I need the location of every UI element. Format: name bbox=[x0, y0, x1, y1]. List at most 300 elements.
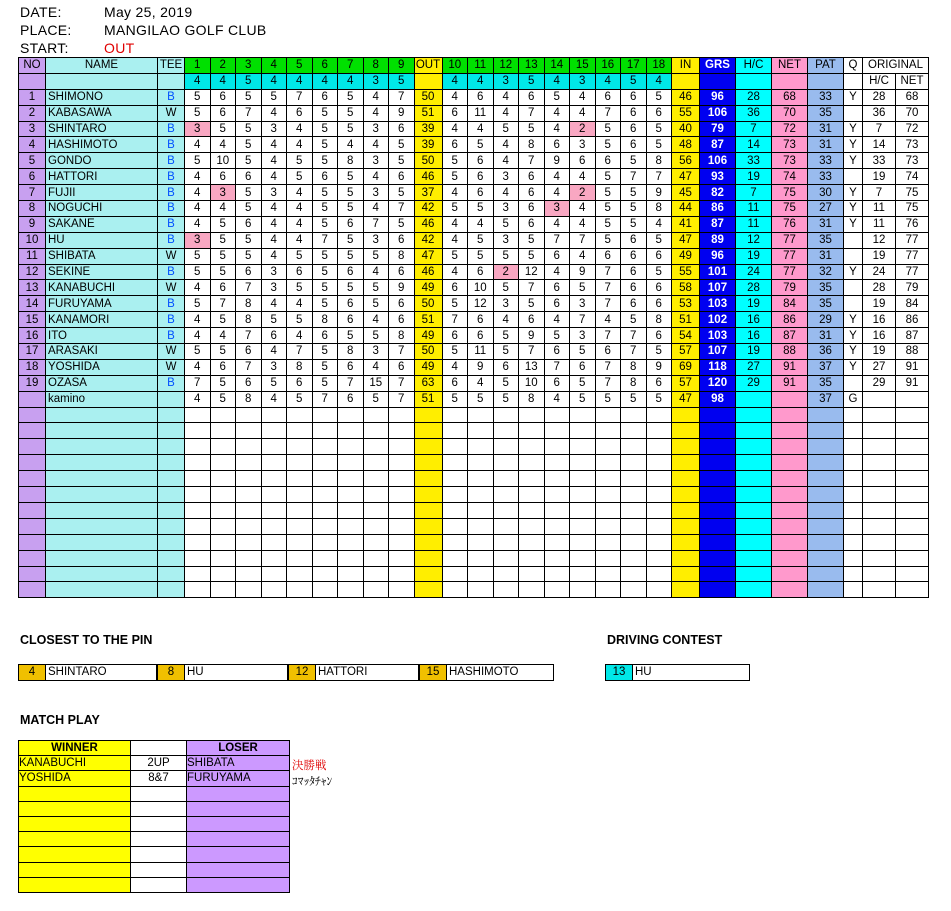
empty-cell bbox=[46, 439, 158, 455]
empty-cell bbox=[185, 471, 211, 487]
empty-cell bbox=[46, 550, 158, 566]
empty-cell bbox=[442, 518, 468, 534]
empty-cell bbox=[863, 423, 896, 439]
in-total: 55 bbox=[672, 264, 700, 280]
col-pat: PAT bbox=[808, 58, 844, 74]
hole-score: 5 bbox=[544, 328, 570, 344]
empty-cell bbox=[736, 582, 772, 598]
hole-score: 5 bbox=[261, 89, 287, 105]
hole-score: 5 bbox=[236, 89, 262, 105]
match-loser: FURUYAMA bbox=[187, 771, 290, 786]
handicap: 16 bbox=[736, 312, 772, 328]
empty-row bbox=[19, 423, 929, 439]
empty-cell bbox=[19, 566, 46, 582]
hole-score: 4 bbox=[185, 328, 211, 344]
empty-cell bbox=[414, 455, 442, 471]
original-hc: 19 bbox=[863, 248, 896, 264]
hole-score: 9 bbox=[389, 280, 415, 296]
empty-cell bbox=[570, 455, 596, 471]
hole-score: 12 bbox=[519, 264, 545, 280]
qualify-flag: Y bbox=[844, 121, 863, 137]
empty-cell bbox=[772, 455, 808, 471]
ctp-hole: 12 bbox=[289, 665, 316, 680]
empty-cell bbox=[185, 439, 211, 455]
dc-winner: HU bbox=[635, 666, 652, 678]
match-empty-cell bbox=[19, 877, 131, 892]
original-net: 77 bbox=[896, 264, 929, 280]
hole-score: 5 bbox=[210, 264, 236, 280]
hole-score: 9 bbox=[544, 153, 570, 169]
hole-score: 3 bbox=[261, 121, 287, 137]
hole-score: 5 bbox=[185, 153, 211, 169]
hole-score: 4 bbox=[468, 121, 494, 137]
empty-cell bbox=[158, 455, 185, 471]
match-header-row bbox=[19, 741, 290, 756]
empty-cell bbox=[863, 487, 896, 503]
empty-cell bbox=[863, 518, 896, 534]
player-name: HU bbox=[46, 232, 158, 248]
handicap bbox=[736, 391, 772, 407]
out-total: 50 bbox=[414, 153, 442, 169]
empty-cell bbox=[700, 487, 736, 503]
empty-cell bbox=[442, 407, 468, 423]
hole-score: 7 bbox=[595, 105, 621, 121]
empty-cell bbox=[896, 487, 929, 503]
hole-score: 6 bbox=[338, 312, 364, 328]
hole-score: 8 bbox=[389, 248, 415, 264]
hole-score: 6 bbox=[236, 264, 262, 280]
empty-cell bbox=[363, 439, 389, 455]
match-empty-cell bbox=[19, 862, 131, 877]
empty-cell bbox=[158, 439, 185, 455]
empty-cell bbox=[338, 534, 364, 550]
empty-cell bbox=[389, 534, 415, 550]
match-loser: SHIBATA bbox=[187, 756, 290, 771]
empty-cell bbox=[442, 550, 468, 566]
putts: 35 bbox=[808, 375, 844, 391]
player-name: KANABUCHI bbox=[46, 280, 158, 296]
empty-cell bbox=[46, 423, 158, 439]
out-total: 39 bbox=[414, 137, 442, 153]
empty-cell bbox=[570, 550, 596, 566]
empty-cell bbox=[210, 582, 236, 598]
match-play-table bbox=[18, 740, 290, 893]
hole-score: 7 bbox=[442, 312, 468, 328]
empty-cell bbox=[700, 550, 736, 566]
empty-cell bbox=[210, 502, 236, 518]
match-empty-cell bbox=[131, 862, 187, 877]
empty-cell bbox=[772, 582, 808, 598]
hole-score: 5 bbox=[363, 328, 389, 344]
hole-score: 3 bbox=[570, 328, 596, 344]
empty-cell bbox=[389, 518, 415, 534]
hole-score: 10 bbox=[468, 280, 494, 296]
empty-cell bbox=[261, 487, 287, 503]
match-empty-cell bbox=[131, 816, 187, 831]
ctp-hole: 15 bbox=[420, 665, 447, 680]
hole-score: 6 bbox=[468, 328, 494, 344]
hole-score: 8 bbox=[646, 312, 672, 328]
empty-cell bbox=[519, 534, 545, 550]
hole-score: 3 bbox=[363, 153, 389, 169]
hole-score: 6 bbox=[646, 375, 672, 391]
empty-cell bbox=[808, 550, 844, 566]
empty-cell bbox=[236, 566, 262, 582]
hole-score: 4 bbox=[363, 359, 389, 375]
empty-row bbox=[19, 487, 929, 503]
hole-score: 4 bbox=[570, 89, 596, 105]
empty-cell bbox=[896, 566, 929, 582]
hole-score: 9 bbox=[468, 359, 494, 375]
hole-score: 5 bbox=[442, 296, 468, 312]
empty-row bbox=[19, 550, 929, 566]
hole-score: 4 bbox=[646, 216, 672, 232]
empty-cell bbox=[621, 471, 647, 487]
col-hole: 3 bbox=[236, 58, 262, 74]
empty-cell bbox=[287, 487, 313, 503]
player-no: 16 bbox=[19, 328, 46, 344]
empty-cell bbox=[844, 534, 863, 550]
hole-score: 6 bbox=[236, 216, 262, 232]
out-total: 50 bbox=[414, 344, 442, 360]
empty-cell bbox=[236, 423, 262, 439]
empty-cell bbox=[210, 439, 236, 455]
hole-score: 5 bbox=[468, 201, 494, 217]
empty-cell bbox=[210, 550, 236, 566]
hole-score: 4 bbox=[287, 121, 313, 137]
col-hole: 4 bbox=[261, 58, 287, 74]
col-no: NO bbox=[19, 58, 46, 74]
hole-score: 6 bbox=[389, 121, 415, 137]
empty-cell bbox=[544, 518, 570, 534]
player-name: FURUYAMA bbox=[46, 296, 158, 312]
putts: 31 bbox=[808, 137, 844, 153]
hole-score: 3 bbox=[363, 121, 389, 137]
hole-score: 6 bbox=[261, 328, 287, 344]
empty-cell bbox=[414, 502, 442, 518]
player-no: 6 bbox=[19, 169, 46, 185]
ctp-entry-3 bbox=[288, 664, 419, 681]
hole-score: 5 bbox=[312, 280, 338, 296]
hole-score: 4 bbox=[570, 248, 596, 264]
hole-score: 7 bbox=[389, 344, 415, 360]
player-name: SEKINE bbox=[46, 264, 158, 280]
match-empty-cell bbox=[187, 786, 290, 801]
gross-score: 106 bbox=[700, 105, 736, 121]
hole-score: 4 bbox=[287, 201, 313, 217]
par-value: 4 bbox=[595, 73, 621, 89]
empty-cell bbox=[493, 534, 519, 550]
hole-score: 3 bbox=[363, 344, 389, 360]
empty-cell bbox=[312, 518, 338, 534]
empty-cell bbox=[312, 566, 338, 582]
hole-score: 5 bbox=[621, 216, 647, 232]
empty-cell bbox=[363, 566, 389, 582]
player-no: 4 bbox=[19, 137, 46, 153]
hole-score: 11 bbox=[468, 344, 494, 360]
hole-score: 3 bbox=[544, 201, 570, 217]
gross-score: 82 bbox=[700, 185, 736, 201]
col-name: NAME bbox=[46, 58, 158, 74]
hole-score: 7 bbox=[595, 280, 621, 296]
player-no: 13 bbox=[19, 280, 46, 296]
hole-score: 6 bbox=[236, 375, 262, 391]
hole-score: 5 bbox=[621, 201, 647, 217]
hole-score: 6 bbox=[595, 248, 621, 264]
player-row bbox=[19, 201, 929, 217]
empty-cell bbox=[236, 439, 262, 455]
empty-cell bbox=[261, 455, 287, 471]
hole-score: 15 bbox=[363, 375, 389, 391]
gross-score: 107 bbox=[700, 344, 736, 360]
empty-cell bbox=[808, 582, 844, 598]
empty-cell bbox=[442, 534, 468, 550]
hole-score: 5 bbox=[312, 359, 338, 375]
hole-score: 5 bbox=[621, 153, 647, 169]
empty-cell bbox=[389, 487, 415, 503]
empty-cell bbox=[158, 471, 185, 487]
hole-score: 4 bbox=[363, 201, 389, 217]
hole-score: 6 bbox=[544, 375, 570, 391]
player-name: GONDO bbox=[46, 153, 158, 169]
match-empty-row bbox=[19, 816, 290, 831]
original-hc bbox=[863, 391, 896, 407]
empty-cell bbox=[646, 582, 672, 598]
empty-cell bbox=[19, 487, 46, 503]
hole-score: 6 bbox=[646, 296, 672, 312]
player-tee: W bbox=[158, 280, 185, 296]
empty-cell bbox=[519, 566, 545, 582]
empty-cell bbox=[468, 534, 494, 550]
empty-cell bbox=[700, 534, 736, 550]
hole-score: 6 bbox=[468, 312, 494, 328]
empty-cell bbox=[570, 502, 596, 518]
hole-score: 5 bbox=[646, 121, 672, 137]
match-empty-cell bbox=[131, 847, 187, 862]
hole-score: 5 bbox=[210, 391, 236, 407]
hole-score: 5 bbox=[287, 280, 313, 296]
hole-score: 8 bbox=[236, 296, 262, 312]
hole-score: 4 bbox=[185, 359, 211, 375]
empty-cell bbox=[595, 566, 621, 582]
match-empty-cell bbox=[19, 786, 131, 801]
hole-score: 8 bbox=[646, 201, 672, 217]
out-total: 39 bbox=[414, 121, 442, 137]
hole-score: 5 bbox=[287, 169, 313, 185]
hole-score: 5 bbox=[210, 344, 236, 360]
hole-score: 5 bbox=[363, 280, 389, 296]
match-empty-cell bbox=[187, 816, 290, 831]
par-cell bbox=[736, 73, 772, 89]
hole-score: 3 bbox=[185, 121, 211, 137]
par-value: 4 bbox=[442, 73, 468, 89]
empty-cell bbox=[46, 502, 158, 518]
player-name: SHIMONO bbox=[46, 89, 158, 105]
empty-cell bbox=[210, 518, 236, 534]
hole-score: 5 bbox=[493, 216, 519, 232]
net-score: 72 bbox=[772, 121, 808, 137]
empty-cell bbox=[363, 550, 389, 566]
par-value: 4 bbox=[544, 73, 570, 89]
empty-cell bbox=[442, 455, 468, 471]
hole-score: 6 bbox=[621, 89, 647, 105]
hole-score: 5 bbox=[312, 137, 338, 153]
hole-score: 4 bbox=[210, 201, 236, 217]
gross-score: 101 bbox=[700, 264, 736, 280]
empty-cell bbox=[519, 502, 545, 518]
player-row bbox=[19, 359, 929, 375]
hole-score: 4 bbox=[544, 264, 570, 280]
handicap: 12 bbox=[736, 232, 772, 248]
player-no: 10 bbox=[19, 232, 46, 248]
hole-score: 5 bbox=[338, 185, 364, 201]
empty-row bbox=[19, 582, 929, 598]
hole-score: 7 bbox=[389, 375, 415, 391]
hole-score: 7 bbox=[621, 344, 647, 360]
empty-cell bbox=[338, 550, 364, 566]
empty-cell bbox=[595, 439, 621, 455]
empty-cell bbox=[570, 582, 596, 598]
hole-score: 6 bbox=[287, 264, 313, 280]
place-label: PLACE: bbox=[20, 22, 72, 38]
hole-score: 7 bbox=[185, 375, 211, 391]
hole-score: 7 bbox=[389, 89, 415, 105]
empty-cell bbox=[287, 423, 313, 439]
in-total: 47 bbox=[672, 232, 700, 248]
hole-score: 4 bbox=[493, 137, 519, 153]
qualify-flag: Y bbox=[844, 201, 863, 217]
hole-score: 6 bbox=[544, 248, 570, 264]
hole-score: 5 bbox=[312, 201, 338, 217]
empty-cell bbox=[621, 534, 647, 550]
hole-score: 7 bbox=[338, 375, 364, 391]
hole-score: 5 bbox=[185, 264, 211, 280]
hole-score: 4 bbox=[210, 328, 236, 344]
col-hole: 12 bbox=[493, 58, 519, 74]
hole-score: 4 bbox=[544, 105, 570, 121]
empty-cell bbox=[519, 518, 545, 534]
qualify-flag bbox=[844, 296, 863, 312]
out-total: 42 bbox=[414, 232, 442, 248]
original-net: 68 bbox=[896, 89, 929, 105]
empty-cell bbox=[19, 518, 46, 534]
hole-score: 5 bbox=[442, 391, 468, 407]
putts: 31 bbox=[808, 248, 844, 264]
date-label: DATE: bbox=[20, 4, 62, 20]
hole-score: 4 bbox=[287, 328, 313, 344]
hole-score: 4 bbox=[287, 137, 313, 153]
hole-score: 4 bbox=[570, 216, 596, 232]
empty-cell bbox=[672, 423, 700, 439]
player-tee: B bbox=[158, 216, 185, 232]
player-tee: B bbox=[158, 201, 185, 217]
hole-score: 5 bbox=[595, 201, 621, 217]
empty-cell bbox=[519, 471, 545, 487]
player-row bbox=[19, 153, 929, 169]
empty-cell bbox=[236, 534, 262, 550]
header-row bbox=[19, 58, 929, 74]
empty-cell bbox=[736, 502, 772, 518]
putts: 35 bbox=[808, 296, 844, 312]
empty-cell bbox=[736, 471, 772, 487]
empty-cell bbox=[287, 439, 313, 455]
hole-score: 8 bbox=[287, 359, 313, 375]
hole-score: 7 bbox=[312, 232, 338, 248]
hole-score: 6 bbox=[570, 153, 596, 169]
empty-cell bbox=[414, 471, 442, 487]
empty-cell bbox=[844, 518, 863, 534]
player-no: 11 bbox=[19, 248, 46, 264]
hole-score: 5 bbox=[338, 201, 364, 217]
out-total: 50 bbox=[414, 89, 442, 105]
empty-row bbox=[19, 502, 929, 518]
hole-score: 3 bbox=[493, 296, 519, 312]
match-empty-cell bbox=[19, 847, 131, 862]
hole-score: 9 bbox=[570, 264, 596, 280]
par-value: 3 bbox=[493, 73, 519, 89]
empty-cell bbox=[158, 502, 185, 518]
hole-score: 8 bbox=[519, 391, 545, 407]
player-tee: B bbox=[158, 312, 185, 328]
empty-cell bbox=[844, 439, 863, 455]
hole-score: 6 bbox=[338, 296, 364, 312]
hole-score: 6 bbox=[312, 328, 338, 344]
empty-cell bbox=[896, 423, 929, 439]
empty-cell bbox=[442, 439, 468, 455]
empty-cell bbox=[844, 455, 863, 471]
hole-score: 6 bbox=[210, 105, 236, 121]
net-score: 79 bbox=[772, 280, 808, 296]
empty-cell bbox=[338, 455, 364, 471]
empty-cell bbox=[185, 550, 211, 566]
empty-cell bbox=[544, 550, 570, 566]
empty-cell bbox=[544, 471, 570, 487]
hole-score: 5 bbox=[646, 137, 672, 153]
match-empty-cell bbox=[187, 862, 290, 877]
hole-score: 6 bbox=[468, 169, 494, 185]
par-value: 5 bbox=[389, 73, 415, 89]
player-no: 1 bbox=[19, 89, 46, 105]
empty-cell bbox=[544, 439, 570, 455]
hole-score: 5 bbox=[363, 391, 389, 407]
hole-score: 5 bbox=[312, 121, 338, 137]
empty-cell bbox=[389, 439, 415, 455]
hole-score: 8 bbox=[338, 153, 364, 169]
match-empty-cell bbox=[19, 816, 131, 831]
empty-cell bbox=[570, 518, 596, 534]
player-name: kamino bbox=[46, 391, 158, 407]
hole-score: 5 bbox=[338, 105, 364, 121]
match-empty-cell bbox=[131, 877, 187, 892]
gross-score: 106 bbox=[700, 153, 736, 169]
in-total: 51 bbox=[672, 312, 700, 328]
player-no: 9 bbox=[19, 216, 46, 232]
hole-score: 7 bbox=[519, 153, 545, 169]
hole-score: 4 bbox=[261, 344, 287, 360]
hole-score: 3 bbox=[570, 296, 596, 312]
empty-cell bbox=[621, 407, 647, 423]
match-empty-row bbox=[19, 786, 290, 801]
in-total: 54 bbox=[672, 328, 700, 344]
hole-score: 7 bbox=[621, 328, 647, 344]
col-out: OUT bbox=[415, 59, 441, 72]
empty-cell bbox=[389, 471, 415, 487]
hole-score: 5 bbox=[236, 232, 262, 248]
hole-score: 5 bbox=[493, 248, 519, 264]
net-score: 68 bbox=[772, 89, 808, 105]
hole-score: 3 bbox=[185, 232, 211, 248]
empty-cell bbox=[808, 502, 844, 518]
